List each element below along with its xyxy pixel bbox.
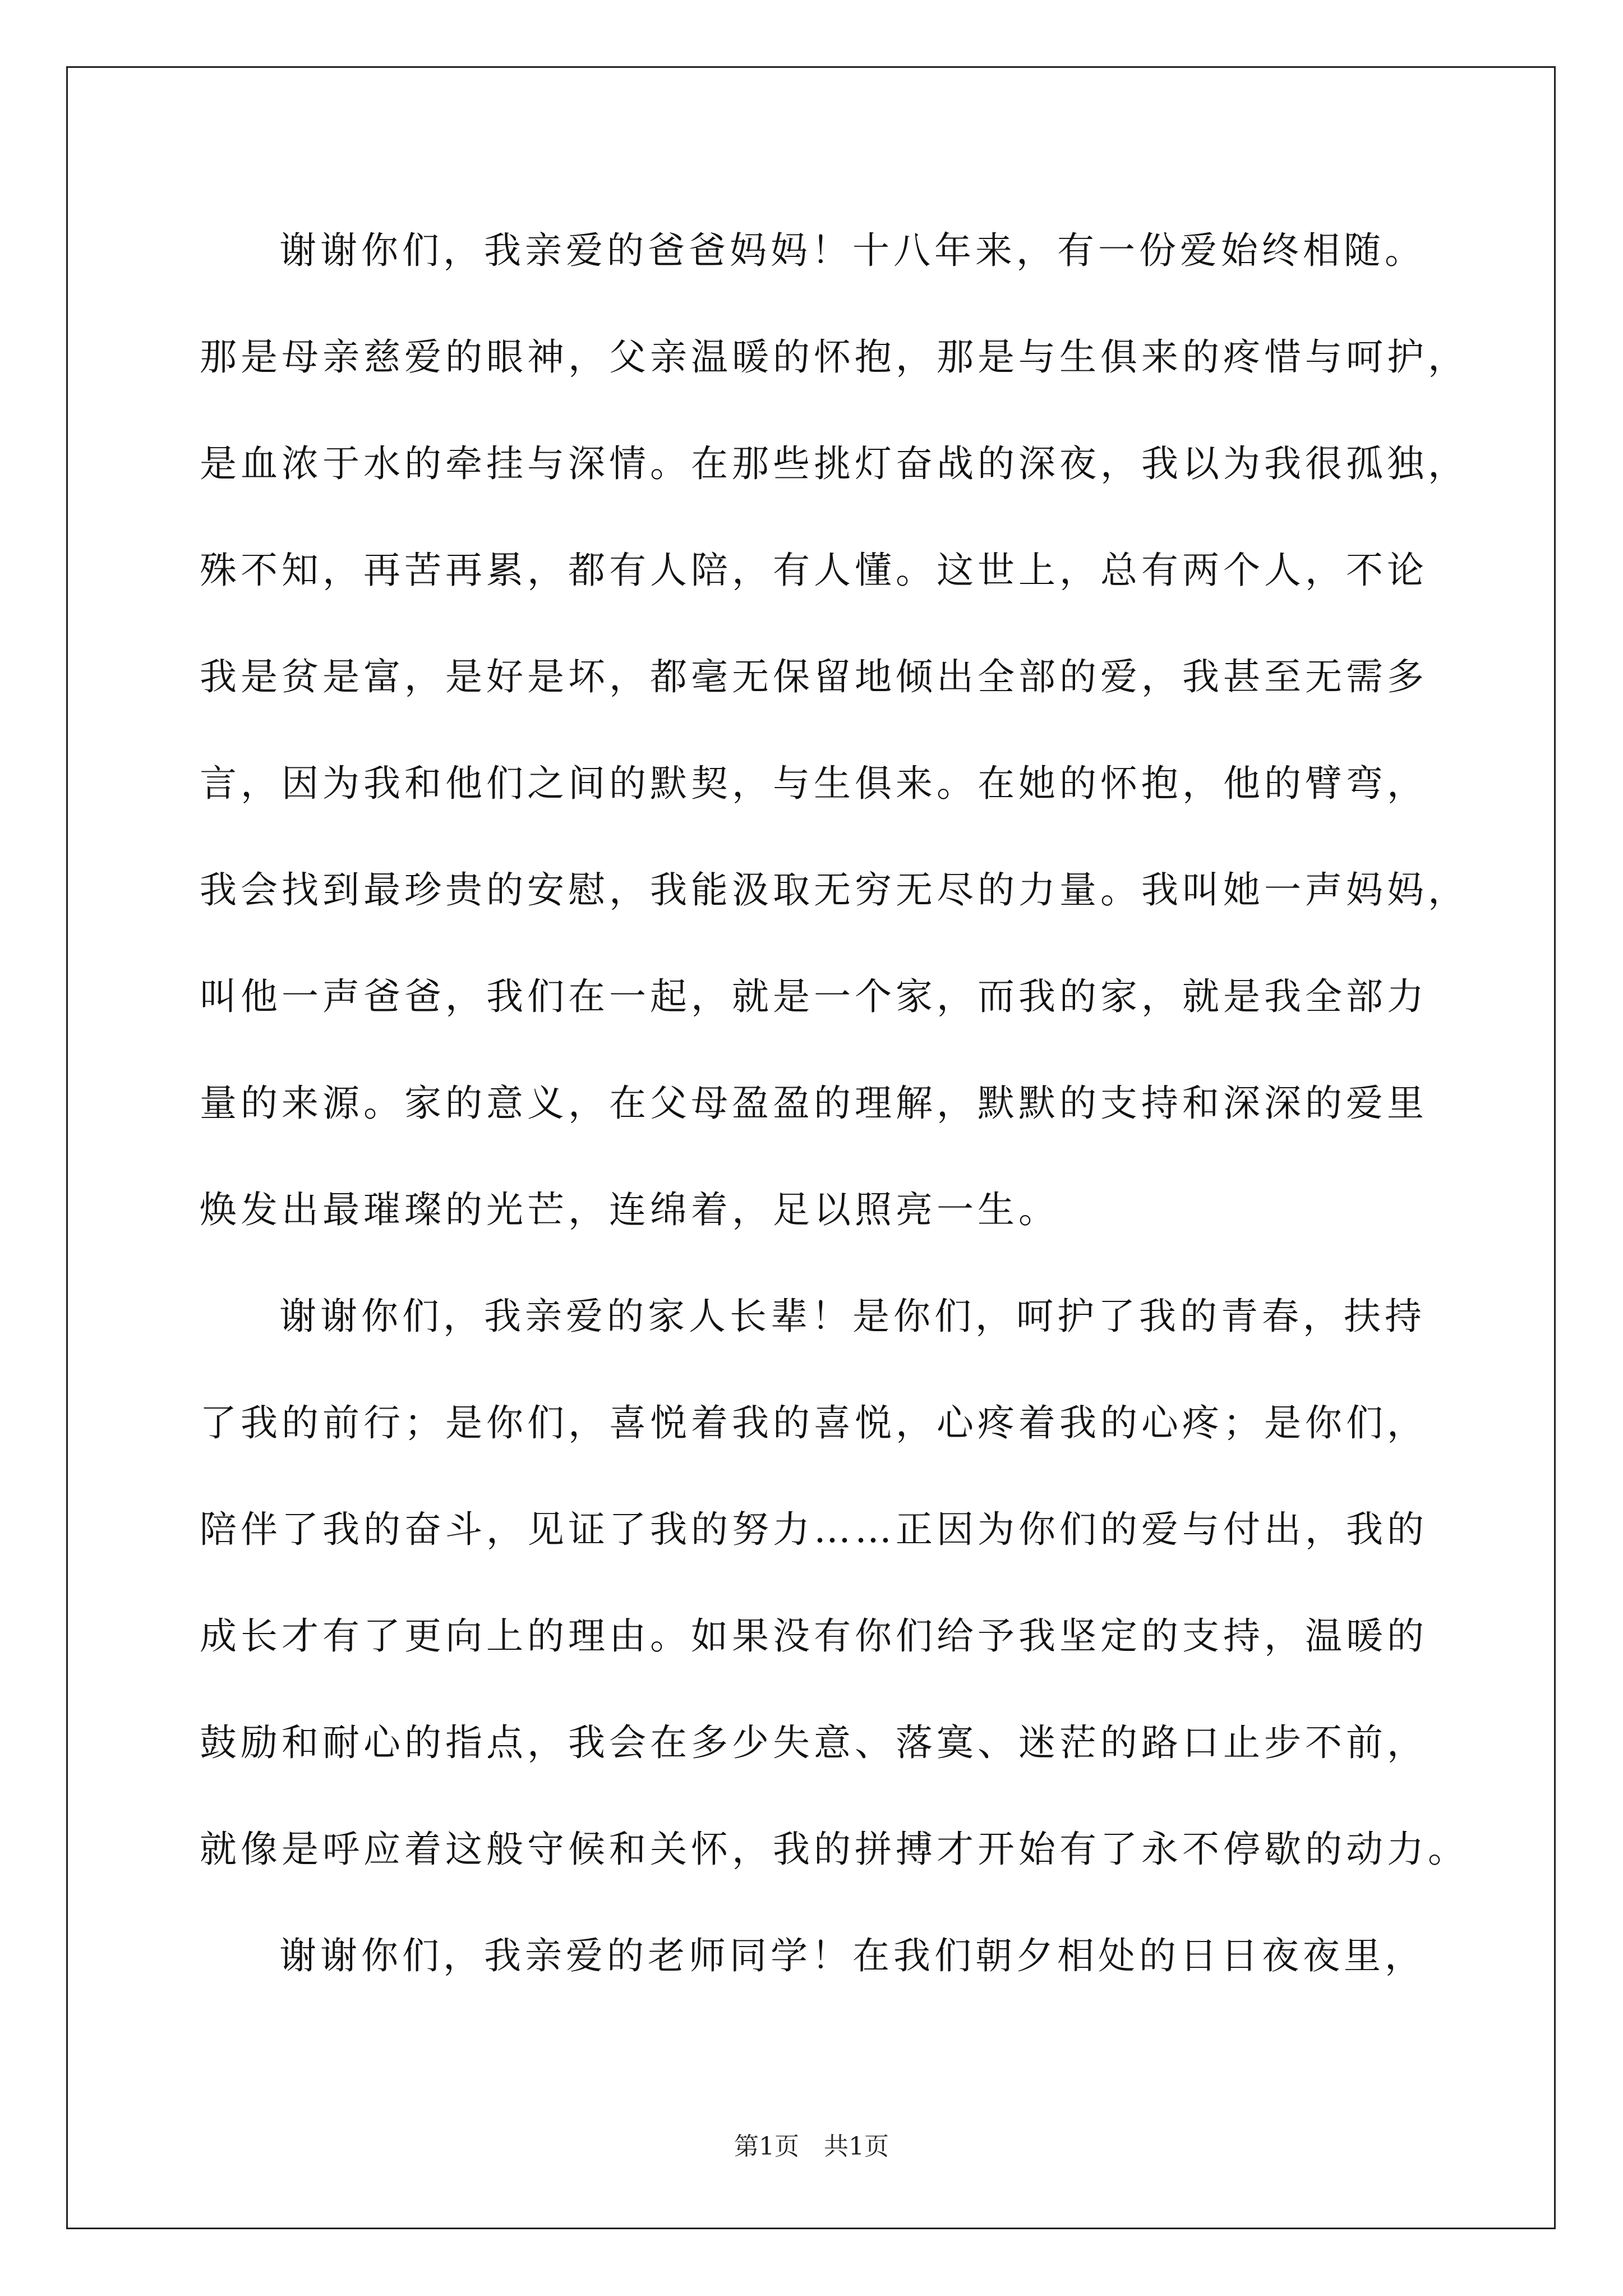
text-line: 陪伴了我的奋斗，见证了我的努力……正因为你们的爱与付出，我的 [200, 1508, 1428, 1551]
text-line: 殊不知，再苦再累，都有人陪，有人懂。这世上，总有两个人，不论 [200, 549, 1428, 592]
text-line: 那是母亲慈爱的眼神，父亲温暖的怀抱，那是与生俱来的疼惜与呵护， [200, 335, 1469, 379]
text-line: 谢谢你们，我亲爱的老师同学！在我们朝夕相处的日日夜夜里， [279, 1934, 1426, 1977]
text-line: 就像是呼应着这般守候和关怀，我的拼搏才开始有了永不停歇的动力。 [200, 1828, 1469, 1871]
text-line: 成长才有了更向上的理由。如果没有你们给予我坚定的支持，温暖的 [200, 1614, 1428, 1658]
text-line: 言，因为我和他们之间的默契，与生俱来。在她的怀抱，他的臂弯， [200, 762, 1428, 805]
text-line: 我是贫是富，是好是坏，都毫无保留地倾出全部的爱，我甚至无需多 [200, 655, 1428, 698]
text-line: 鼓励和耐心的指点，我会在多少失意、落寞、迷茫的路口止步不前， [200, 1721, 1428, 1764]
text-line: 叫他一声爸爸，我们在一起，就是一个家，而我的家，就是我全部力 [200, 975, 1428, 1018]
page-border [66, 66, 1556, 2229]
text-line: 是血浓于水的牵挂与深情。在那些挑灯奋战的深夜，我以为我很孤独， [200, 442, 1469, 485]
text-line: 我会找到最珍贵的安慰，我能汲取无穷无尽的力量。我叫她一声妈妈， [200, 868, 1469, 912]
text-line: 谢谢你们，我亲爱的家人长辈！是你们，呵护了我的青春，扶持 [279, 1295, 1426, 1338]
text-line: 了我的前行；是你们，喜悦着我的喜悦，心疼着我的心疼；是你们， [200, 1401, 1428, 1444]
text-line: 量的来源。家的意义，在父母盈盈的理解，默默的支持和深深的爱里 [200, 1082, 1428, 1125]
page-footer: 第1页 共1页 [734, 2132, 889, 2161]
text-line: 焕发出最璀璨的光芒，连绵着，足以照亮一生。 [200, 1188, 1059, 1231]
text-line: 谢谢你们，我亲爱的爸爸妈妈！十八年来，有一份爱始终相随。 [279, 229, 1426, 272]
